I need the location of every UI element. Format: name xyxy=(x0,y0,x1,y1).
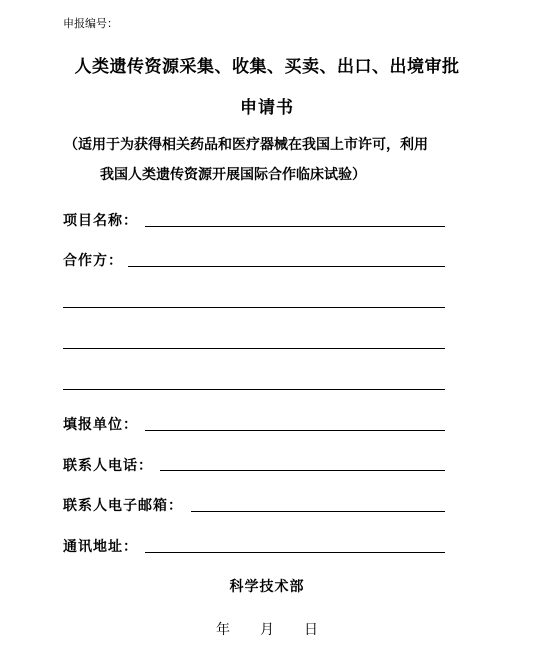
reporting-unit-field[interactable] xyxy=(145,430,445,431)
application-number-label: 申报编号： xyxy=(63,17,118,30)
address-field[interactable] xyxy=(145,552,445,553)
contact-email-field[interactable] xyxy=(191,511,445,512)
partner-field-line-4[interactable] xyxy=(63,389,445,390)
contact-phone-label: 联系人电话： xyxy=(63,458,153,474)
contact-phone-field[interactable] xyxy=(160,470,445,471)
partner-label: 合作方： xyxy=(63,253,123,269)
issuing-organization: 科学技术部 xyxy=(229,579,305,595)
date-month: 月 xyxy=(260,622,274,638)
date-day: 日 xyxy=(304,622,318,638)
document-subtitle: （适用于为获得相关药品和医疗器械在我国上市许可，利用 xyxy=(64,137,428,153)
document-title-line2: 申请书 xyxy=(240,98,294,118)
project-name-field[interactable] xyxy=(145,226,445,227)
contact-email-label: 联系人电子邮箱： xyxy=(63,498,183,514)
reporting-unit-label: 填报单位： xyxy=(63,417,138,433)
date-year: 年 xyxy=(216,622,230,638)
document-title: 人类遗传资源采集、收集、买卖、出口、出境审批 xyxy=(74,57,460,77)
partner-field-line-2[interactable] xyxy=(63,307,445,308)
partner-field[interactable] xyxy=(128,266,445,267)
document-subtitle-line2: 我国人类遗传资源开展国际合作临床试验） xyxy=(100,167,366,183)
project-name-label: 项目名称： xyxy=(63,213,138,229)
date-line xyxy=(0,619,534,639)
partner-field-line-3[interactable] xyxy=(63,348,445,349)
address-label: 通讯地址： xyxy=(63,539,138,555)
